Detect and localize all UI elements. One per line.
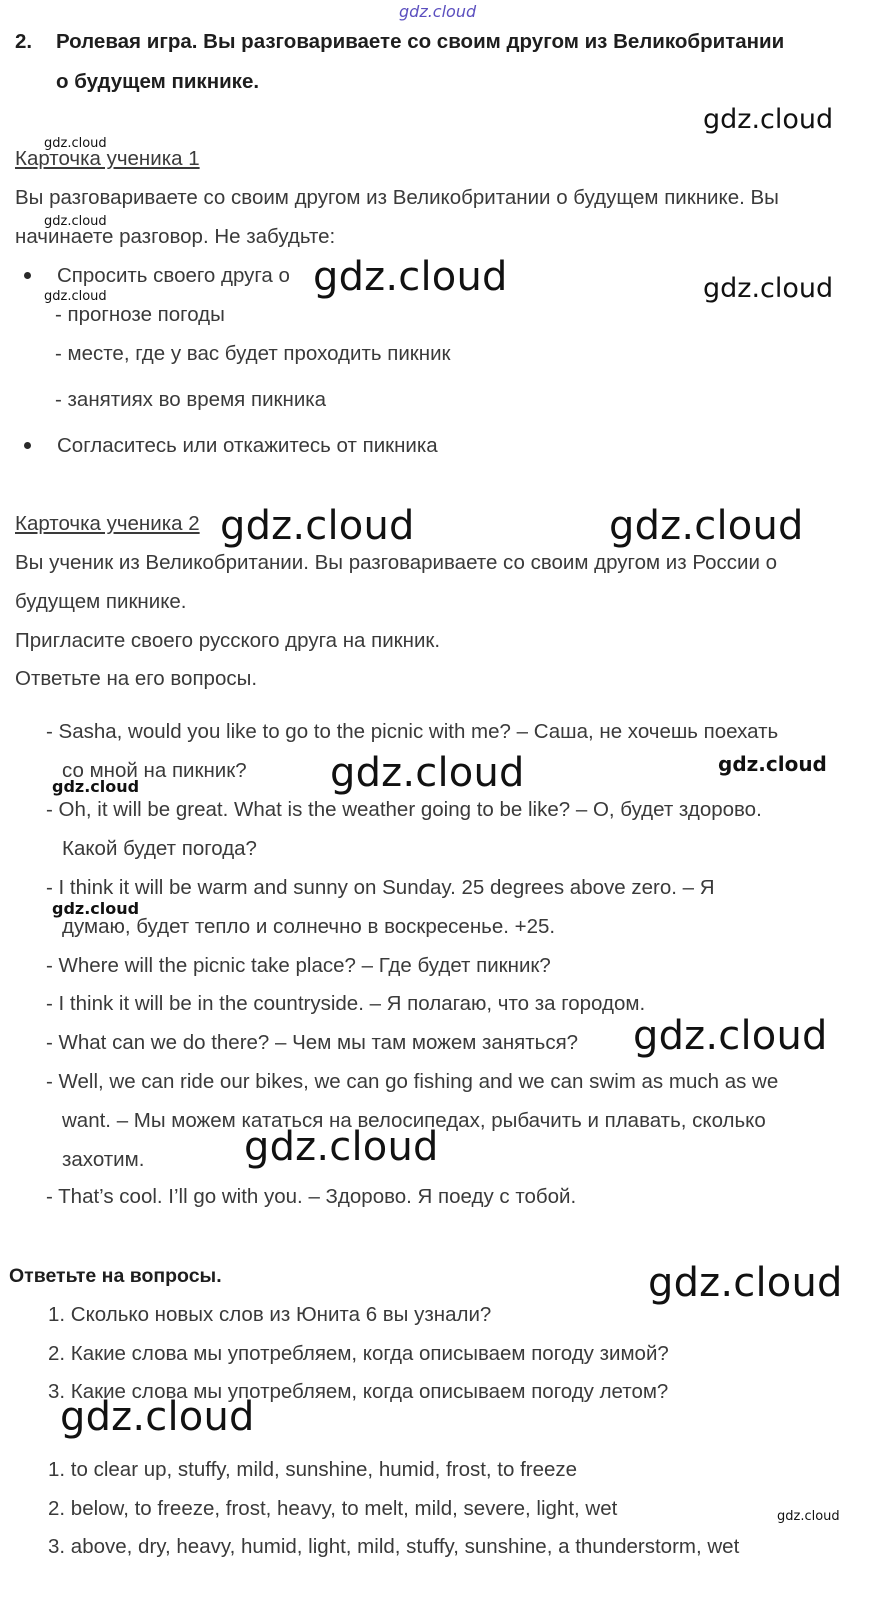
card1-bullet1: Спросить своего друга о bbox=[57, 264, 290, 287]
dialogue-line: со мной на пикник? bbox=[62, 759, 247, 782]
card2-intro-line1: Вы ученик из Великобритании. Вы разговариваете со своим другом из России о bbox=[15, 551, 777, 574]
dialogue-line: - Sasha, would you like to go to the picnic with me? – Саша, не хочешь поехать bbox=[46, 720, 779, 743]
card1-bullet2: Согласитесь или откажитесь от пикника bbox=[57, 434, 438, 457]
answer-item: 3. above, dry, heavy, humid, light, mild, stuffy, sunshine, a thunderstorm, wet bbox=[48, 1535, 740, 1558]
dialogue-line: - Well, we can ride our bikes, we can go fishing and we can swim as much as we bbox=[46, 1070, 779, 1093]
watermark: gdz.cloud bbox=[60, 1394, 255, 1440]
card1-sub-item: - прогнозе погоды bbox=[55, 303, 225, 326]
card1-intro-line2: начинаете разговор. Не забудьте: bbox=[15, 225, 336, 248]
watermark: gdz.cloud bbox=[703, 104, 834, 135]
dialogue-line: - What can we do there? – Чем мы там можем заняться? bbox=[46, 1031, 579, 1054]
card1-sub-item: - месте, где у вас будет проходить пикник bbox=[55, 342, 451, 365]
questions-heading: Ответьте на вопросы. bbox=[9, 1265, 222, 1287]
watermark: gdz.cloud bbox=[330, 750, 525, 796]
task-title-line1: Ролевая игра. Вы разговариваете со своим другом из Великобритании bbox=[56, 30, 785, 53]
dialogue-line: - I think it will be warm and sunny on Sunday. 25 degrees above zero. – Я bbox=[46, 876, 715, 899]
dialogue-line: думаю, будет тепло и солнечно в воскресенье. +25. bbox=[62, 915, 556, 938]
watermark: gdz.cloud bbox=[609, 503, 804, 549]
answer-item: 2. below, to freeze, frost, heavy, to melt, mild, severe, light, wet bbox=[48, 1497, 618, 1520]
task-title-line2: о будущем пикнике. bbox=[56, 70, 260, 93]
watermark: gdz.cloud bbox=[220, 503, 415, 549]
watermark: gdz.cloud bbox=[244, 1124, 439, 1170]
watermark: gdz.cloud bbox=[52, 899, 140, 918]
watermark: gdz.cloud bbox=[648, 1260, 843, 1306]
question-item: 2. Какие слова мы употребляем, когда описываем погоду зимой? bbox=[48, 1342, 669, 1365]
card2-line4: Ответьте на его вопросы. bbox=[15, 667, 258, 690]
card1-heading: Карточка ученика 1 bbox=[15, 147, 200, 170]
watermark: gdz.cloud bbox=[703, 273, 834, 304]
answer-item: 1. to clear up, stuffy, mild, sunshine, humid, frost, to freeze bbox=[48, 1458, 578, 1481]
watermark: gdz.cloud bbox=[313, 254, 508, 300]
dialogue-line: - Oh, it will be great. What is the weather going to be like? – О, будет здорово. bbox=[46, 798, 762, 821]
card2-line3: Пригласите своего русского друга на пикник. bbox=[15, 629, 441, 652]
watermark: gdz.cloud bbox=[44, 214, 107, 229]
question-item: 1. Сколько новых слов из Юнита 6 вы узнали? bbox=[48, 1303, 492, 1326]
dialogue-line: want. – Мы можем кататься на велосипедах, рыбачить и плавать, сколько bbox=[62, 1109, 766, 1132]
card1-intro-line1: Вы разговариваете со своим другом из Великобритании о будущем пикнике. Вы bbox=[15, 186, 779, 209]
watermark: gdz.cloud bbox=[44, 289, 107, 304]
card1-sub-item: - занятиях во время пикника bbox=[55, 388, 327, 411]
watermark: gdz.cloud bbox=[718, 752, 827, 776]
watermark: gdz.cloud bbox=[633, 1013, 828, 1059]
dialogue-line: - That’s cool. I’ll go with you. – Здорово. Я поеду с тобой. bbox=[46, 1185, 577, 1208]
watermark: gdz.cloud bbox=[52, 777, 140, 796]
card2-intro-line2: будущем пикнике. bbox=[15, 590, 187, 613]
watermark: gdz.cloud bbox=[777, 1509, 840, 1524]
dialogue-line: Какой будет погода? bbox=[62, 837, 257, 860]
bullet-dot bbox=[24, 442, 31, 449]
dialogue-line: захотим. bbox=[62, 1148, 145, 1171]
watermark-header: gdz.cloud bbox=[399, 2, 477, 21]
bullet-dot bbox=[24, 272, 31, 279]
watermark: gdz.cloud bbox=[44, 136, 107, 151]
card2-heading: Карточка ученика 2 bbox=[15, 512, 200, 535]
dialogue-line: - I think it will be in the countryside. – Я полагаю, что за городом. bbox=[46, 992, 646, 1015]
question-item: 3. Какие слова мы употребляем, когда описываем погоду летом? bbox=[48, 1380, 669, 1403]
dialogue-line: - Where will the picnic take place? – Где будет пикник? bbox=[46, 954, 551, 977]
task-number: 2. bbox=[15, 30, 33, 53]
